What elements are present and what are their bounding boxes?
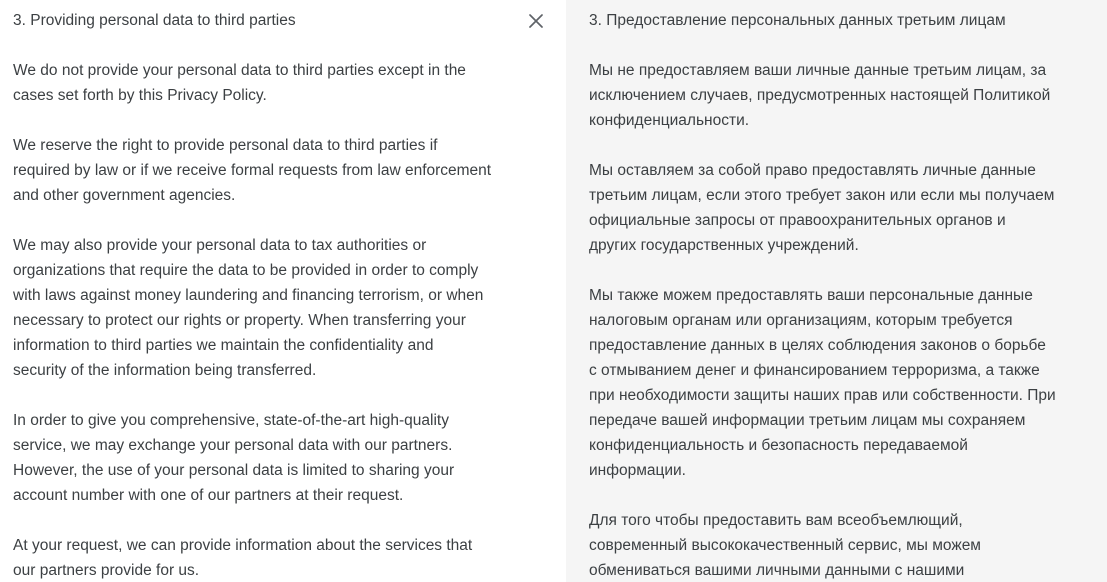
source-line: We may also provide your personal data to tax authorities or <box>13 237 427 254</box>
translation-line: Мы не предоставляем ваши личные данные третьим лицам, за <box>589 62 1047 79</box>
source-paragraph <box>13 58 525 108</box>
source-line: service, we may exchange your personal data with our partners. <box>13 437 453 454</box>
translation-line: Для того чтобы предоставить вам всеобъемлющий, <box>589 512 963 529</box>
source-line: security of the information being transferred. <box>13 362 317 379</box>
translation-paragraph <box>589 283 1089 483</box>
source-line: In order to give you comprehensive, state-of-the-art high-quality <box>13 412 449 429</box>
translation-line: Мы оставляем за собой право предоставлять личные данные <box>589 162 1036 179</box>
source-paragraph <box>13 233 525 383</box>
source-line: cases set forth by this Privacy Policy. <box>13 87 267 104</box>
translation-line: других государственных учреждений. <box>589 237 859 254</box>
translation-paragraph <box>589 58 1089 133</box>
translation-line: третьим лицам, если этого требует закон или если мы получаем <box>589 187 1055 204</box>
translation-paragraph <box>589 158 1089 258</box>
source-line: and other government agencies. <box>13 187 236 204</box>
translation-text-pane <box>566 0 1107 582</box>
source-paragraphs <box>13 58 526 582</box>
source-paragraph <box>13 133 525 208</box>
source-line: We do not provide your personal data to third parties except in the <box>13 62 466 79</box>
source-line: information to third parties we maintain the confidentiality and <box>13 337 434 354</box>
translation-line: предоставление данных в целях соблюдения законов о борьбе <box>589 337 1046 354</box>
translation-line: современный высококачественный сервис, мы можем <box>589 537 981 554</box>
clear-source-button[interactable] <box>524 9 548 33</box>
close-icon <box>529 14 543 28</box>
translation-paragraphs <box>589 58 1093 582</box>
source-heading: 3. Providing personal data to third parties <box>13 12 296 29</box>
translation-line: исключением случаев, предусмотренных настоящей Политикой <box>589 87 1051 104</box>
source-line: At your request, we can provide information about the services that <box>13 537 473 554</box>
source-paragraph <box>13 533 525 582</box>
translation-line: обмениваться вашими личными данными с нашими <box>589 562 965 579</box>
source-line: our partners provide for us. <box>13 562 200 579</box>
translation-line: информации. <box>589 462 686 479</box>
translation-paragraph <box>589 508 1089 582</box>
source-line: organizations that require the data to be provided in order to comply <box>13 262 479 279</box>
translation-heading: 3. Предоставление персональных данных третьим лицам <box>589 12 1006 29</box>
translation-line: передаче вашей информации третьим лицам мы сохраняем <box>589 412 1026 429</box>
source-paragraph <box>13 408 525 508</box>
source-line: required by law or if we receive formal requests from law enforcement <box>13 162 492 179</box>
translation-line: конфиденциальности. <box>589 112 750 129</box>
source-line: necessary to protect our rights or property. When transferring your <box>13 312 466 329</box>
source-line: However, the use of your personal data is limited to sharing your <box>13 462 455 479</box>
translation-line: налоговым органам или организациям, которым требуется <box>589 312 1013 329</box>
source-line: We reserve the right to provide personal data to third parties if <box>13 137 438 154</box>
source-line: with laws against money laundering and financing terrorism, or when <box>13 287 484 304</box>
translation-line: официальные запросы от правоохранительных органов и <box>589 212 1006 229</box>
translation-line: конфиденциальность и безопасность передаваемой <box>589 437 968 454</box>
translation-line: при необходимости защиты наших прав или собственности. При <box>589 387 1056 404</box>
translation-line: с отмыванием денег и финансированием терроризма, а также <box>589 362 1040 379</box>
source-line: account number with one of our partners at their request. <box>13 487 404 504</box>
translation-line: Мы также можем предоставлять ваши персональные данные <box>589 287 1033 304</box>
